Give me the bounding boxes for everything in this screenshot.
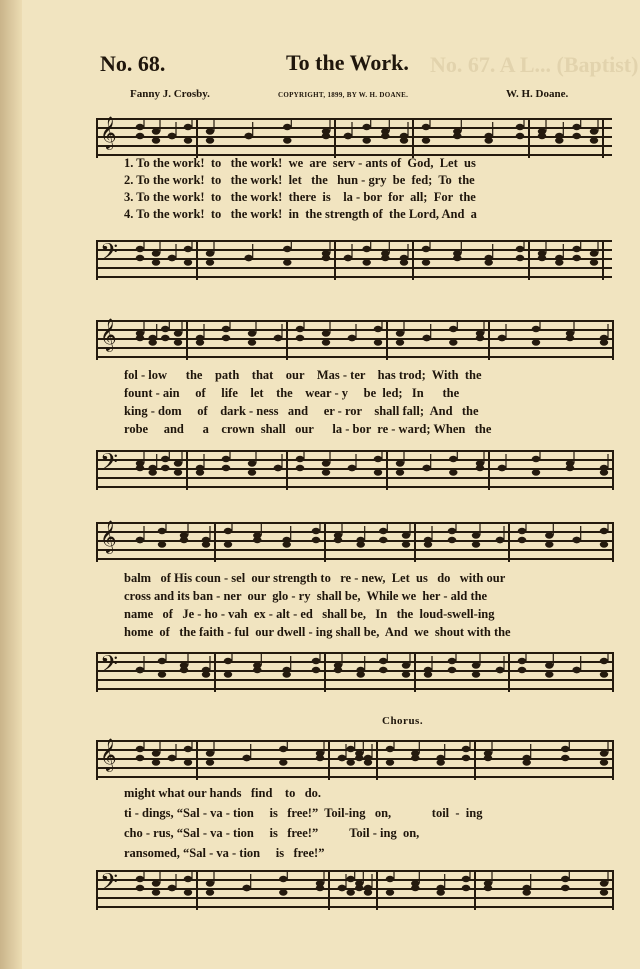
note-head	[357, 671, 365, 677]
note-head	[448, 528, 456, 534]
lyric-line: 1. To the work! to the work! we are serv - ants of God, Let us	[124, 156, 476, 170]
bass-staff	[96, 870, 612, 910]
note-head	[518, 528, 526, 534]
note-head	[184, 876, 192, 882]
note-head	[573, 667, 581, 673]
note-head	[152, 889, 160, 895]
note-head	[532, 326, 540, 332]
treble-clef-icon: 𝄞	[100, 740, 117, 771]
note-head	[206, 750, 214, 756]
note-head	[448, 667, 456, 673]
note-head	[152, 750, 160, 756]
note-head	[590, 250, 598, 256]
note-head	[449, 456, 457, 462]
bleed-through-text: No. 67. A L... (Baptist)	[430, 52, 639, 77]
note-head	[400, 259, 408, 265]
note-head	[600, 339, 608, 345]
barline	[612, 320, 614, 360]
note-head	[400, 137, 408, 143]
note-head	[283, 671, 291, 677]
note-head	[355, 755, 363, 761]
note-head	[402, 671, 410, 677]
note-head	[174, 339, 182, 345]
note-head	[600, 750, 608, 756]
note-head	[296, 335, 304, 341]
note-head	[462, 755, 470, 761]
note-head	[462, 876, 470, 882]
note-head	[149, 339, 157, 345]
note-head	[561, 885, 569, 891]
composer-credit: W. H. Doane.	[506, 88, 569, 100]
note-head	[386, 876, 394, 882]
note-head	[161, 456, 169, 462]
note-head	[149, 469, 157, 475]
note-head	[296, 456, 304, 462]
note-head	[222, 335, 230, 341]
note-head	[381, 255, 389, 261]
note-head	[364, 889, 372, 895]
bass-staff	[96, 240, 612, 280]
note-head	[518, 658, 526, 664]
note-head	[590, 259, 598, 265]
note-head	[316, 755, 324, 761]
note-head	[386, 889, 394, 895]
lyric-line: cho - rus, “Sal - va - tion is free!” Toil - ing on,	[124, 826, 420, 840]
note-glyphs	[96, 870, 612, 910]
note-head	[396, 330, 404, 336]
note-head	[224, 671, 232, 677]
note-head	[136, 465, 144, 471]
note-head	[283, 124, 291, 130]
note-head	[248, 469, 256, 475]
note-head	[523, 889, 531, 895]
treble-staff	[96, 320, 612, 360]
note-head	[206, 128, 214, 134]
note-head	[538, 133, 546, 139]
note-head	[532, 339, 540, 345]
note-head	[152, 137, 160, 143]
lyric-line: cross and its ban - ner our glo - ry shall be, While we her - ald the	[124, 589, 488, 603]
barline	[612, 450, 614, 490]
note-head	[222, 465, 230, 471]
note-head	[279, 759, 287, 765]
note-head	[184, 137, 192, 143]
note-head	[222, 326, 230, 332]
barline	[612, 652, 614, 692]
note-head	[545, 532, 553, 538]
note-head	[538, 255, 546, 261]
note-head	[484, 885, 492, 891]
bass-clef-icon: 𝄢	[100, 870, 119, 901]
lyric-line: name of Je - ho - vah ex - alt - ed shall be, In the loud-swell-ing	[124, 607, 495, 621]
lyric-line: balm of His coun - sel our strength to re - new, Let us do with our	[124, 571, 506, 585]
note-head	[555, 137, 563, 143]
note-head	[600, 541, 608, 547]
note-glyphs	[96, 652, 612, 692]
note-head	[573, 246, 581, 252]
note-head	[402, 662, 410, 668]
note-head	[485, 137, 493, 143]
note-head	[449, 469, 457, 475]
note-head	[518, 537, 526, 543]
note-head	[206, 759, 214, 765]
note-head	[386, 759, 394, 765]
note-head	[573, 255, 581, 261]
note-head	[243, 885, 251, 891]
note-head	[472, 662, 480, 668]
note-head	[152, 128, 160, 134]
note-head	[545, 662, 553, 668]
note-head	[152, 880, 160, 886]
note-head	[224, 658, 232, 664]
note-head	[411, 755, 419, 761]
note-head	[206, 137, 214, 143]
note-head	[168, 885, 176, 891]
note-head	[136, 133, 144, 139]
note-head	[379, 658, 387, 664]
note-head	[338, 755, 346, 761]
note-head	[136, 335, 144, 341]
note-head	[158, 541, 166, 547]
note-head	[180, 667, 188, 673]
note-glyphs	[96, 320, 612, 360]
note-head	[561, 755, 569, 761]
note-head	[312, 667, 320, 673]
note-head	[423, 335, 431, 341]
note-head	[322, 255, 330, 261]
note-head	[422, 124, 430, 130]
note-head	[322, 460, 330, 466]
note-head	[253, 537, 261, 543]
note-head	[152, 759, 160, 765]
treble-clef-icon: 𝄞	[100, 320, 117, 351]
note-head	[334, 537, 342, 543]
note-head	[338, 885, 346, 891]
page-gutter	[0, 0, 22, 969]
treble-staff	[96, 118, 612, 158]
note-head	[274, 335, 282, 341]
note-head	[590, 137, 598, 143]
note-head	[279, 746, 287, 752]
note-head	[590, 128, 598, 134]
bass-clef-icon: 𝄢	[100, 450, 119, 481]
note-head	[498, 465, 506, 471]
note-head	[449, 339, 457, 345]
barline	[612, 522, 614, 562]
note-head	[357, 541, 365, 547]
note-head	[472, 671, 480, 677]
note-head	[364, 759, 372, 765]
note-head	[422, 246, 430, 252]
barline	[612, 870, 614, 910]
note-head	[476, 335, 484, 341]
note-head	[184, 889, 192, 895]
note-head	[136, 876, 144, 882]
note-head	[379, 537, 387, 543]
note-head	[136, 246, 144, 252]
note-head	[344, 133, 352, 139]
note-head	[411, 885, 419, 891]
note-head	[161, 465, 169, 471]
note-head	[374, 456, 382, 462]
note-head	[312, 528, 320, 534]
lyric-line: ransomed, “Sal - va - tion is free!”	[124, 846, 325, 860]
note-head	[363, 246, 371, 252]
lyricist-credit: Fanny J. Crosby.	[130, 88, 210, 100]
note-head	[168, 755, 176, 761]
bass-clef-icon: 𝄢	[100, 652, 119, 683]
note-head	[566, 465, 574, 471]
note-head	[496, 537, 504, 543]
note-head	[206, 250, 214, 256]
note-head	[206, 889, 214, 895]
note-head	[283, 246, 291, 252]
note-head	[334, 667, 342, 673]
note-head	[161, 335, 169, 341]
note-head	[424, 541, 432, 547]
note-head	[422, 137, 430, 143]
note-head	[136, 667, 144, 673]
note-head	[561, 876, 569, 882]
lyric-line: fount - ain of life let the wear - y be led; In the	[124, 386, 460, 400]
note-head	[161, 326, 169, 332]
note-head	[196, 339, 204, 345]
note-head	[396, 339, 404, 345]
note-head	[381, 133, 389, 139]
lyric-line: robe and a crown shall our la - bor re - ward; When the	[124, 422, 492, 436]
note-head	[363, 259, 371, 265]
note-head	[600, 658, 608, 664]
note-head	[424, 671, 432, 677]
note-head	[224, 528, 232, 534]
barline	[612, 740, 614, 780]
note-head	[206, 880, 214, 886]
chorus-label: Chorus.	[382, 715, 424, 727]
note-head	[422, 259, 430, 265]
note-head	[348, 335, 356, 341]
note-head	[476, 465, 484, 471]
note-head	[245, 133, 253, 139]
note-head	[168, 255, 176, 261]
note-head	[184, 259, 192, 265]
lyric-line: home of the faith - ful our dwell - ing shall be, And we shout with the	[124, 625, 511, 639]
note-head	[374, 339, 382, 345]
note-head	[386, 746, 394, 752]
bass-clef-icon: 𝄢	[100, 240, 119, 271]
note-head	[600, 671, 608, 677]
note-head	[363, 137, 371, 143]
note-head	[573, 133, 581, 139]
note-head	[316, 885, 324, 891]
note-head	[196, 469, 204, 475]
note-head	[158, 671, 166, 677]
treble-clef-icon: 𝄞	[100, 118, 117, 149]
note-head	[347, 889, 355, 895]
note-glyphs	[96, 740, 612, 780]
note-head	[296, 326, 304, 332]
note-head	[322, 330, 330, 336]
note-head	[518, 667, 526, 673]
note-head	[296, 465, 304, 471]
note-head	[152, 259, 160, 265]
note-head	[545, 671, 553, 677]
note-glyphs	[96, 522, 612, 562]
note-head	[555, 259, 563, 265]
note-head	[485, 259, 493, 265]
note-head	[158, 658, 166, 664]
note-head	[283, 541, 291, 547]
note-head	[248, 339, 256, 345]
note-head	[396, 460, 404, 466]
note-head	[532, 469, 540, 475]
treble-clef-icon: 𝄞	[100, 522, 117, 553]
note-head	[532, 456, 540, 462]
note-head	[472, 541, 480, 547]
note-head	[453, 133, 461, 139]
note-head	[516, 246, 524, 252]
note-head	[561, 746, 569, 752]
note-head	[496, 667, 504, 673]
note-head	[174, 469, 182, 475]
note-head	[168, 133, 176, 139]
note-head	[462, 885, 470, 891]
note-head	[206, 259, 214, 265]
note-head	[516, 124, 524, 130]
note-head	[136, 746, 144, 752]
note-head	[245, 255, 253, 261]
note-head	[600, 759, 608, 765]
note-head	[136, 255, 144, 261]
note-head	[437, 759, 445, 765]
note-head	[566, 335, 574, 341]
note-head	[136, 755, 144, 761]
bass-staff	[96, 450, 612, 490]
note-head	[184, 246, 192, 252]
note-head	[448, 537, 456, 543]
note-head	[274, 465, 282, 471]
note-head	[322, 339, 330, 345]
note-head	[222, 456, 230, 462]
note-head	[573, 124, 581, 130]
note-head	[498, 335, 506, 341]
note-head	[136, 124, 144, 130]
note-head	[184, 124, 192, 130]
treble-staff	[96, 522, 612, 562]
lyric-line: fol - low the path that our Mas - ter has trod; With the	[124, 368, 482, 382]
note-glyphs	[96, 240, 612, 280]
note-head	[600, 889, 608, 895]
hymn-number: No. 68.	[100, 51, 166, 76]
note-head	[402, 541, 410, 547]
note-head	[347, 746, 355, 752]
note-glyphs	[96, 450, 612, 490]
note-head	[374, 326, 382, 332]
lyric-line: 3. To the work! to the work! there is la - bor for all; For the	[124, 190, 476, 204]
note-head	[136, 885, 144, 891]
hymn-title: To the Work.	[286, 50, 409, 75]
note-head	[545, 541, 553, 547]
copyright-notice: COPYRIGHT, 1899, BY W. H. DOANE.	[278, 91, 409, 99]
lyric-line: might what our hands find to do.	[124, 786, 322, 800]
note-head	[600, 528, 608, 534]
lyric-line: 4. To the work! to the work! in the strength of the Lord, And a	[124, 207, 477, 221]
note-head	[573, 537, 581, 543]
note-head	[484, 755, 492, 761]
note-head	[600, 880, 608, 886]
note-head	[248, 460, 256, 466]
note-head	[283, 259, 291, 265]
note-head	[202, 671, 210, 677]
note-head	[322, 469, 330, 475]
note-head	[348, 465, 356, 471]
note-head	[453, 255, 461, 261]
note-head	[437, 889, 445, 895]
lyric-line: king - dom of dark - ness and er - ror shall fall; And the	[124, 404, 479, 418]
note-head	[516, 255, 524, 261]
note-head	[180, 537, 188, 543]
note-head	[347, 876, 355, 882]
lyric-line: ti - dings, “Sal - va - tion is free!” Toil-ing on, toil - ing	[124, 806, 483, 820]
note-head	[379, 667, 387, 673]
note-head	[184, 746, 192, 752]
note-head	[472, 532, 480, 538]
note-head	[279, 889, 287, 895]
note-head	[136, 537, 144, 543]
note-head	[344, 255, 352, 261]
treble-staff	[96, 740, 612, 780]
note-head	[355, 885, 363, 891]
note-head	[462, 746, 470, 752]
note-head	[158, 528, 166, 534]
note-head	[347, 759, 355, 765]
note-head	[174, 460, 182, 466]
note-head	[449, 326, 457, 332]
note-head	[283, 137, 291, 143]
note-head	[243, 755, 251, 761]
note-head	[224, 541, 232, 547]
note-head	[202, 541, 210, 547]
note-head	[174, 330, 182, 336]
note-head	[600, 469, 608, 475]
note-head	[448, 658, 456, 664]
note-head	[516, 133, 524, 139]
note-head	[402, 532, 410, 538]
note-head	[312, 658, 320, 664]
note-head	[312, 537, 320, 543]
note-head	[248, 330, 256, 336]
note-head	[184, 759, 192, 765]
note-glyphs	[96, 118, 612, 158]
note-head	[322, 133, 330, 139]
lyric-line: 2. To the work! to the work! let the hun - gry be fed; To the	[124, 173, 475, 187]
note-head	[523, 759, 531, 765]
note-head	[253, 667, 261, 673]
note-head	[279, 876, 287, 882]
note-head	[423, 465, 431, 471]
note-head	[374, 469, 382, 475]
note-head	[152, 250, 160, 256]
note-head	[363, 124, 371, 130]
note-head	[379, 528, 387, 534]
bass-staff	[96, 652, 612, 692]
note-head	[396, 469, 404, 475]
